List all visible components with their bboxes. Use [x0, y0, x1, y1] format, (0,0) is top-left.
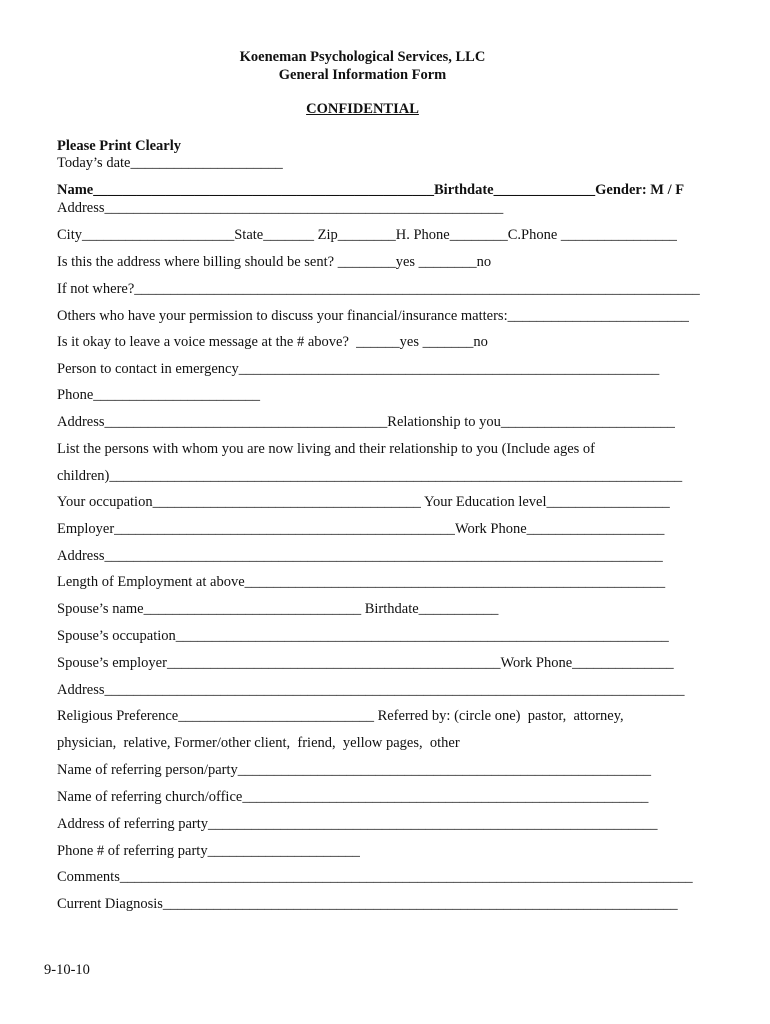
referring-address-row: [57, 815, 657, 833]
religious-field[interactable]: Religious Preference___________________________: [57, 708, 378, 724]
emergency-address-field[interactable]: Address_______________________________________: [57, 414, 388, 430]
emergency-contact-row: [57, 360, 659, 378]
if-not-row: [57, 280, 700, 298]
referring-person-row: [57, 761, 651, 779]
employer-row: [57, 520, 664, 538]
permission-field[interactable]: Others who have your permission to discuss your financial/insurance matters:_________________________: [57, 308, 689, 324]
living-with-question: List the persons with whom you are now living and their relationship to you (Include ages of: [57, 441, 596, 457]
city-field[interactable]: City_____________________: [57, 227, 235, 243]
spouse-address-row: [57, 681, 685, 699]
spouse-employer-field[interactable]: Spouse’s employer______________________________________________: [57, 655, 501, 671]
religious-row: [57, 707, 624, 725]
billing-no-field[interactable]: ________no: [418, 254, 492, 270]
education-field[interactable]: Your Education level_________________: [423, 494, 670, 510]
todays-date-label[interactable]: Today’s date_____________________: [57, 155, 283, 171]
emergency-address-row: [57, 413, 675, 431]
living-with-field[interactable]: children)_______________________________________________________________________________: [57, 468, 683, 484]
spouse-name-field[interactable]: Spouse’s name______________________________: [57, 601, 365, 617]
spouse-employer-row: [57, 654, 674, 672]
address-field[interactable]: Address_______________________________________________________: [57, 200, 504, 216]
address-row: [57, 199, 503, 217]
occupation-row: [57, 493, 670, 511]
confidential-heading: CONFIDENTIAL: [306, 101, 419, 117]
spouse-name-row: [57, 600, 498, 618]
todays-date-field: [57, 154, 283, 172]
permission-row: [57, 307, 689, 325]
voicemail-no-field[interactable]: _______no: [422, 334, 488, 350]
employment-length-field[interactable]: Length of Employment at above__________________________________________________________: [57, 574, 666, 590]
living-with-row-1: [57, 440, 595, 458]
billing-row: [57, 253, 491, 271]
referring-church-row: [57, 788, 648, 806]
referred-by-label: Referred by: (circle one) pastor, attorney,: [377, 708, 624, 724]
living-with-row-2: [57, 467, 682, 485]
name-row: [57, 181, 684, 199]
state-field[interactable]: State_______: [234, 227, 314, 243]
employer-field[interactable]: Employer_______________________________________________: [57, 521, 455, 537]
referring-phone-field[interactable]: Phone # of referring party_____________________: [57, 843, 360, 859]
voicemail-question: Is it okay to leave a voice message at the # above?: [57, 334, 353, 350]
spouse-address-field[interactable]: Address________________________________________________________________________________: [57, 682, 685, 698]
billing-yes-field[interactable]: ________yes: [337, 254, 416, 270]
voicemail-yes-field[interactable]: ______yes: [356, 334, 419, 350]
employer-address-field[interactable]: Address_____________________________________________________________________________: [57, 548, 663, 564]
work-phone-field[interactable]: Work Phone___________________: [454, 521, 665, 537]
referring-phone-row: [57, 842, 360, 860]
referring-person-field[interactable]: Name of referring person/party_________________________________________________________: [57, 762, 652, 778]
cell-phone-field[interactable]: C.Phone ________________: [507, 227, 677, 243]
birthdate-field[interactable]: Birthdate______________: [434, 182, 596, 198]
zip-field[interactable]: Zip________: [317, 227, 396, 243]
comments-row: [57, 868, 693, 886]
name-field[interactable]: Name_______________________________________________: [57, 182, 434, 198]
referral-options-row: [57, 734, 460, 752]
gender-field[interactable]: Gender: M / F: [595, 182, 685, 198]
version-date: 9-10-10: [44, 962, 90, 978]
emergency-phone-row: [57, 386, 260, 404]
employer-address-row: [57, 547, 663, 565]
spouse-occupation-row: [57, 627, 669, 645]
billing-question: Is this the address where billing should be sent?: [57, 254, 338, 270]
form-title: General Information Form: [278, 67, 447, 83]
employment-length-row: [57, 573, 665, 591]
referral-options[interactable]: physician, relative, Former/other client, friend, yellow pages, other: [57, 735, 460, 751]
print-instructions: Please Print Clearly: [57, 138, 182, 154]
spouse-birthdate-field[interactable]: Birthdate___________: [364, 601, 499, 617]
city-row: [57, 226, 677, 244]
occupation-field[interactable]: Your occupation_____________________________________: [57, 494, 424, 510]
if-not-field[interactable]: If not where?______________________________________________________________________________: [57, 281, 700, 297]
diagnosis-field[interactable]: Current Diagnosis_______________________________________________________________________: [57, 896, 678, 912]
relationship-field[interactable]: Relationship to you________________________: [387, 414, 675, 430]
spouse-work-phone-field[interactable]: Work Phone______________: [500, 655, 674, 671]
home-phone-field[interactable]: H. Phone________: [395, 227, 508, 243]
referring-church-field[interactable]: Name of referring church/office________________________________________________________: [57, 789, 649, 805]
emergency-phone-field[interactable]: Phone_______________________: [57, 387, 260, 403]
company-name: Koeneman Psychological Services, LLC: [239, 49, 486, 65]
comments-field[interactable]: Comments_______________________________________________________________________________: [57, 869, 693, 885]
emergency-contact-field[interactable]: Person to contact in emergency__________________________________________________________: [57, 361, 660, 377]
voicemail-row: [57, 333, 488, 351]
spouse-occupation-field[interactable]: Spouse’s occupation____________________________________________________________________: [57, 628, 669, 644]
referring-address-field[interactable]: Address of referring party______________________________________________________________: [57, 816, 658, 832]
diagnosis-row: [57, 895, 678, 913]
